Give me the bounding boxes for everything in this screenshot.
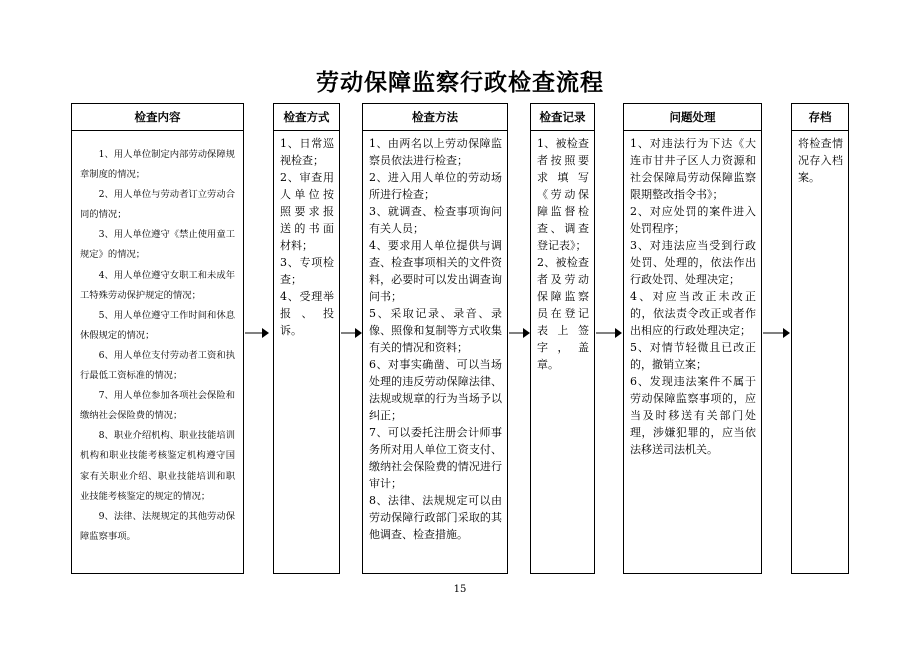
list-item: 1、被检查者按照要求填写《劳动保障监督检查、调查登记表》； (537, 137, 589, 252)
flow-arrow-icon (245, 326, 270, 340)
list-item: 4、要求用人单位提供与调查、检查事项相关的文件资料，必要时可以发出调查询问书； (369, 239, 502, 303)
list-item: 2、进入用人单位的劳动场所进行检查； (369, 171, 502, 201)
page-number: 15 (453, 584, 467, 595)
list-item: 5、采取记录、录音、录像、照像和复制等方式收集有关的情况和资料； (369, 307, 502, 354)
list-item: 1、由两名以上劳动保障监察员依法进行检查； (369, 137, 502, 167)
flow-arrow-icon (341, 326, 363, 340)
list-item: 2、对应处罚的案件进入处罚程序； (630, 205, 756, 235)
archive-list (792, 131, 848, 186)
list-item: 6、发现违法案件不属于劳动保障监察事项的，应当及时移送有关部门处理，涉嫌犯罪的，应当依法移送司法机关。 (630, 375, 756, 456)
list-item: 3、用人单位遵守《禁止使用童工规定》的情况； (80, 229, 235, 261)
list-item: 7、可以委托注册会计师事务所对用人单位工资支付、缴纳社会保险费的情况进行审计； (369, 426, 502, 490)
list-item: 6、对事实确凿、可以当场处理的违反劳动保障法律、法规或规章的行为当场予以纠正； (369, 358, 502, 422)
list-item: 将检查情况存入档案。 (798, 137, 843, 184)
inspection-mode-list (274, 131, 339, 339)
archive-header: 存档 (792, 104, 848, 131)
problem-handling-header: 问题处理 (624, 104, 761, 131)
list-item: 7、用人单位参加各项社会保险和缴纳社会保险费的情况； (80, 390, 235, 422)
flow-arrow-icon (596, 326, 623, 340)
list-item: 2、用人单位与劳动者订立劳动合同的情况； (80, 189, 235, 221)
problem-handling-list (624, 131, 761, 458)
list-item: 4、用人单位遵守女职工和未成年工特殊劳动保护规定的情况； (80, 269, 235, 301)
list-item: 1、对违法行为下达《大连市甘井子区人力资源和社会保障局劳动保障监察限期整改指令书》； (630, 137, 756, 201)
list-item: 8、法律、法规规定可以由劳动保障行政部门采取的其他调查、检查措施。 (369, 494, 502, 541)
page-title: 劳动保障监察行政检查流程 (316, 69, 604, 96)
inspection-mode-box (273, 103, 340, 574)
list-item: 1、用人单位制定内部劳动保障规章制度的情况； (80, 149, 235, 181)
inspection-content-header: 检查内容 (72, 104, 243, 131)
flow-arrow-icon (509, 326, 531, 340)
list-item: 4、受理举报、投诉。 (280, 290, 334, 337)
inspection-content-list (72, 131, 243, 547)
list-item: 5、对情节轻微且已改正的，撤销立案； (630, 341, 756, 371)
inspection-method-header: 检查方法 (363, 104, 507, 131)
list-item: 4、对应当改正未改正的，依法责令改正或者作出相应的行政处理决定； (630, 290, 756, 337)
list-item: 5、用人单位遵守工作时间和休息休假规定的情况； (80, 309, 235, 341)
list-item: 6、用人单位支付劳动者工资和执行最低工资标准的情况； (80, 349, 235, 382)
inspection-record-header: 检查记录 (531, 104, 594, 131)
list-item: 9、法律、法规规定的其他劳动保障监察事项。 (80, 510, 235, 542)
inspection-record-box (530, 103, 595, 574)
flow-arrow-icon (763, 326, 791, 340)
list-item: 2、被检查者及劳动保障监察员在登记表上签字，盖章。 (537, 256, 589, 371)
list-item: 2、审查用人单位按照要求报送的书面材料； (280, 171, 334, 252)
list-item: 3、就调查、检查事项询问有关人员； (369, 205, 502, 235)
list-item: 1、日常巡视检查； (280, 137, 334, 167)
inspection-method-list (363, 131, 507, 543)
inspection-mode-header: 检查方式 (274, 104, 339, 131)
problem-handling-box (623, 103, 762, 574)
list-item: 3、专项检查； (280, 256, 334, 286)
list-item: 3、对违法应当受到行政处罚、处理的，依法作出行政处罚、处理决定； (630, 239, 756, 286)
inspection-record-list (531, 131, 594, 373)
inspection-method-box (362, 103, 508, 574)
inspection-content-box (71, 103, 244, 574)
list-item: 8、职业介绍机构、职业技能培训机构和职业技能考核鉴定机构遵守国家有关职业介绍、职业技能培训和职业技能考核鉴定的规定的情况； (80, 430, 235, 502)
archive-box (791, 103, 849, 574)
